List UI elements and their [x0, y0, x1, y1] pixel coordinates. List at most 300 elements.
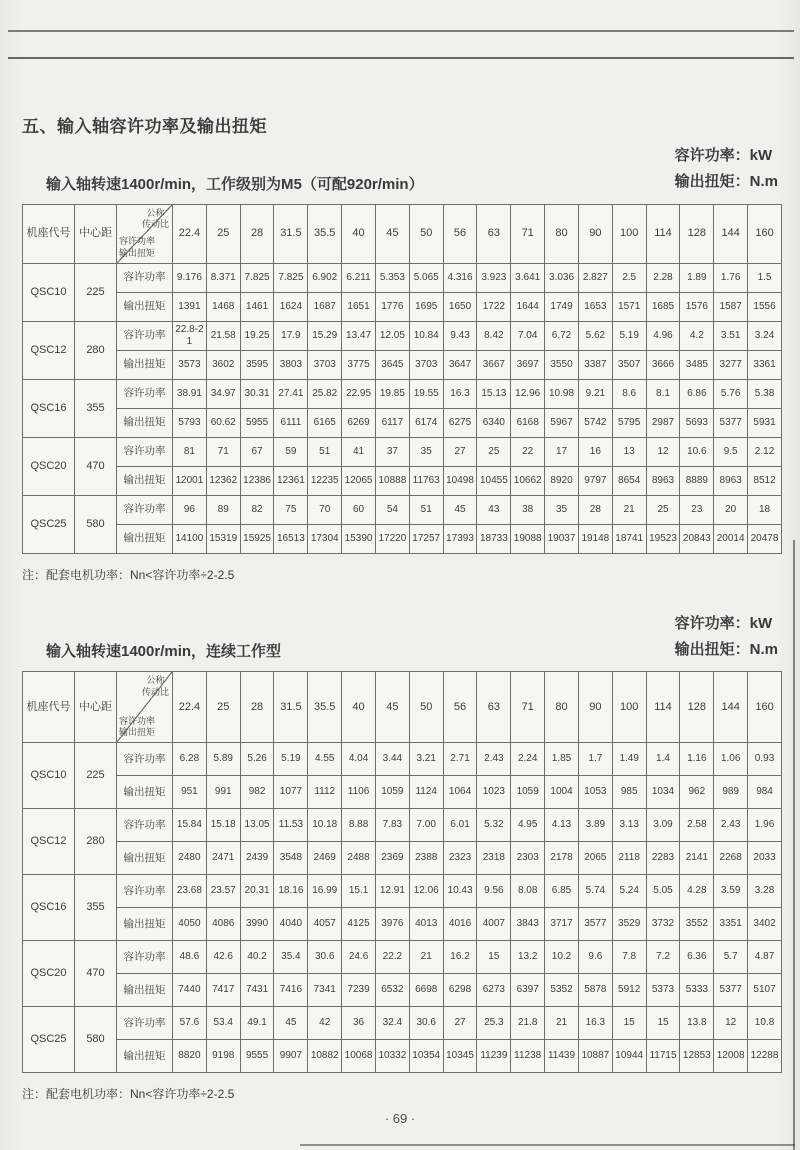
center-distance-cell: 470 [75, 437, 117, 495]
power-value-cell: 22.8-21 [173, 321, 207, 350]
top-rule-outer [8, 30, 794, 32]
frame-code-header: 机座代号 [23, 204, 75, 263]
power-value-cell: 3.21 [409, 743, 443, 776]
torque-value-cell: 1112 [308, 776, 342, 809]
torque-value-cell: 19148 [578, 524, 612, 553]
torque-value-cell: 2178 [545, 842, 579, 875]
center-distance-cell: 580 [75, 1007, 117, 1073]
power-value-cell: 10.18 [308, 809, 342, 842]
section1-units [675, 143, 782, 196]
power-value-cell: 20.31 [240, 875, 274, 908]
power-value-cell: 4.95 [511, 809, 545, 842]
torque-value-cell: 1749 [545, 292, 579, 321]
torque-row-label: 输出扭矩 [117, 842, 173, 875]
torque-value-cell: 982 [240, 776, 274, 809]
section2-units [675, 611, 782, 664]
section2-header [22, 611, 782, 664]
ratio-header-cell: 50 [409, 204, 443, 263]
power-value-cell: 27 [443, 1007, 477, 1040]
power-value-cell: 25 [477, 437, 511, 466]
power-value-cell: 2.43 [477, 743, 511, 776]
torque-value-cell: 5333 [680, 974, 714, 1007]
power-value-cell: 17.9 [274, 321, 308, 350]
power-value-cell: 1.76 [714, 263, 748, 292]
torque-value-cell: 7440 [173, 974, 207, 1007]
torque-value-cell: 4016 [443, 908, 477, 941]
power-value-cell: 8.42 [477, 321, 511, 350]
torque-value-cell: 2033 [748, 842, 782, 875]
torque-value-cell: 2268 [714, 842, 748, 875]
torque-value-cell: 10662 [511, 466, 545, 495]
torque-row [23, 408, 782, 437]
ratio-header-cell: 56 [443, 672, 477, 743]
power-value-cell: 21.58 [206, 321, 240, 350]
torque-value-cell: 984 [748, 776, 782, 809]
ratio-header-cell: 31.5 [274, 672, 308, 743]
power-value-cell: 75 [274, 495, 308, 524]
ratio-header-cell: 25 [206, 672, 240, 743]
torque-value-cell: 6698 [409, 974, 443, 1007]
power-value-cell: 5.74 [578, 875, 612, 908]
power-value-cell: 5.353 [375, 263, 409, 292]
torque-value-cell: 2471 [206, 842, 240, 875]
torque-value-cell: 5693 [680, 408, 714, 437]
power-value-cell: 5.7 [714, 941, 748, 974]
power-value-cell: 30.31 [240, 379, 274, 408]
power-row-label: 容许功率 [117, 437, 173, 466]
ratio-header-cell: 35.5 [308, 204, 342, 263]
torque-value-cell: 1124 [409, 776, 443, 809]
power-value-cell: 6.36 [680, 941, 714, 974]
torque-value-cell: 3602 [206, 350, 240, 379]
power-value-cell: 3.036 [545, 263, 579, 292]
torque-value-cell: 1587 [714, 292, 748, 321]
torque-value-cell: 1687 [308, 292, 342, 321]
torque-value-cell: 1722 [477, 292, 511, 321]
torque-value-cell: 7431 [240, 974, 274, 1007]
power-value-cell: 7.825 [274, 263, 308, 292]
torque-value-cell: 1651 [342, 292, 376, 321]
torque-value-cell: 1776 [375, 292, 409, 321]
torque-value-cell: 9907 [274, 1040, 308, 1073]
ratio-header-cell: 144 [714, 672, 748, 743]
torque-value-cell: 3529 [612, 908, 646, 941]
torque-value-cell: 19088 [511, 524, 545, 553]
ratio-header-cell: 31.5 [274, 204, 308, 263]
torque-value-cell: 20843 [680, 524, 714, 553]
power-value-cell: 20 [714, 495, 748, 524]
torque-row [23, 842, 782, 875]
torque-value-cell: 2469 [308, 842, 342, 875]
power-value-cell: 36 [342, 1007, 376, 1040]
power-value-cell: 16 [578, 437, 612, 466]
torque-value-cell: 8654 [612, 466, 646, 495]
page-title: 五、输入轴容许功率及输出扭矩 [22, 117, 267, 136]
torque-value-cell: 2369 [375, 842, 409, 875]
page-content [22, 112, 782, 1102]
torque-value-cell: 6275 [443, 408, 477, 437]
power-value-cell: 59 [274, 437, 308, 466]
torque-value-cell: 18741 [612, 524, 646, 553]
torque-value-cell: 1468 [206, 292, 240, 321]
power-value-cell: 5.38 [748, 379, 782, 408]
torque-value-cell: 1059 [511, 776, 545, 809]
power-value-cell: 43 [477, 495, 511, 524]
ratio-header-cell: 160 [748, 672, 782, 743]
torque-value-cell: 3990 [240, 908, 274, 941]
torque-value-cell: 1077 [274, 776, 308, 809]
power-value-cell: 15 [477, 941, 511, 974]
power-value-cell: 21 [409, 941, 443, 974]
power-value-cell: 22.95 [342, 379, 376, 408]
torque-value-cell: 3645 [375, 350, 409, 379]
power-value-cell: 6.72 [545, 321, 579, 350]
torque-row-label: 输出扭矩 [117, 524, 173, 553]
center-distance-cell: 355 [75, 379, 117, 437]
power-row-label: 容许功率 [117, 495, 173, 524]
torque-value-cell: 9797 [578, 466, 612, 495]
torque-value-cell: 7416 [274, 974, 308, 1007]
table-header-row [23, 204, 782, 263]
power-value-cell: 7.825 [240, 263, 274, 292]
diagonal-divider [117, 205, 172, 263]
ratio-header-cell: 90 [578, 204, 612, 263]
torque-value-cell: 20014 [714, 524, 748, 553]
torque-value-cell: 17393 [443, 524, 477, 553]
power-value-cell: 40.2 [240, 941, 274, 974]
torque-value-cell: 6111 [274, 408, 308, 437]
torque-value-cell: 7341 [308, 974, 342, 1007]
torque-value-cell: 15925 [240, 524, 274, 553]
power-value-cell: 3.09 [646, 809, 680, 842]
power-value-cell: 7.8 [612, 941, 646, 974]
ratio-header-cell: 56 [443, 204, 477, 263]
torque-value-cell: 3717 [545, 908, 579, 941]
torque-value-cell: 12853 [680, 1040, 714, 1073]
power-value-cell: 10.98 [545, 379, 579, 408]
model-cell: QSC16 [23, 875, 75, 941]
torque-value-cell: 2439 [240, 842, 274, 875]
torque-value-cell: 3803 [274, 350, 308, 379]
page-number: · 69 · [384, 1111, 416, 1126]
torque-value-cell: 2303 [511, 842, 545, 875]
power-value-cell: 3.59 [714, 875, 748, 908]
torque-row [23, 292, 782, 321]
torque-value-cell: 6397 [511, 974, 545, 1007]
torque-value-cell: 12361 [274, 466, 308, 495]
torque-value-cell: 6532 [375, 974, 409, 1007]
power-value-cell: 1.4 [646, 743, 680, 776]
power-value-cell: 2.12 [748, 437, 782, 466]
torque-value-cell: 3775 [342, 350, 376, 379]
power-row [23, 263, 782, 292]
diag-label-rows: 容许功率 输出扭矩 [119, 236, 156, 258]
power-value-cell: 12.05 [375, 321, 409, 350]
table1-container [22, 204, 782, 554]
power-value-cell: 16.3 [578, 1007, 612, 1040]
torque-value-cell: 3666 [646, 350, 680, 379]
power-value-cell: 28 [578, 495, 612, 524]
model-cell: QSC10 [23, 263, 75, 321]
power-row-label: 容许功率 [117, 1007, 173, 1040]
torque-value-cell: 17257 [409, 524, 443, 553]
torque-value-cell: 8963 [714, 466, 748, 495]
scan-edge-bottom [300, 1144, 795, 1146]
power-value-cell: 45 [274, 1007, 308, 1040]
torque-value-cell: 15319 [206, 524, 240, 553]
torque-value-cell: 5795 [612, 408, 646, 437]
ratio-header-cell: 114 [646, 672, 680, 743]
ratio-header-cell: 22.4 [173, 672, 207, 743]
power-unit-label: 容许功率：kW [674, 614, 773, 632]
torque-value-cell: 10354 [409, 1040, 443, 1073]
power-value-cell: 1.89 [680, 263, 714, 292]
power-value-cell: 70 [308, 495, 342, 524]
power-value-cell: 23.68 [173, 875, 207, 908]
power-value-cell: 67 [240, 437, 274, 466]
torque-value-cell: 3667 [477, 350, 511, 379]
power-value-cell: 4.13 [545, 809, 579, 842]
power-row [23, 379, 782, 408]
diag-label-ratio: 公称 传动比 [141, 207, 169, 230]
power-row-label: 容许功率 [117, 263, 173, 292]
power-value-cell: 13 [612, 437, 646, 466]
ratio-header-cell: 45 [375, 204, 409, 263]
torque-value-cell: 10455 [477, 466, 511, 495]
torque-value-cell: 3595 [240, 350, 274, 379]
torque-value-cell: 5352 [545, 974, 579, 1007]
power-value-cell: 13.05 [240, 809, 274, 842]
power-value-cell: 12.06 [409, 875, 443, 908]
torque-value-cell: 1556 [748, 292, 782, 321]
torque-value-cell: 2118 [612, 842, 646, 875]
torque-value-cell: 10887 [578, 1040, 612, 1073]
power-row-label: 容许功率 [117, 321, 173, 350]
power-value-cell: 5.62 [578, 321, 612, 350]
torque-value-cell: 5931 [748, 408, 782, 437]
torque-value-cell: 985 [612, 776, 646, 809]
power-value-cell: 4.96 [646, 321, 680, 350]
power-value-cell: 10.43 [443, 875, 477, 908]
power-value-cell: 7.00 [409, 809, 443, 842]
torque-value-cell: 10498 [443, 466, 477, 495]
torque-value-cell: 1034 [646, 776, 680, 809]
torque-value-cell: 1624 [274, 292, 308, 321]
torque-value-cell: 7417 [206, 974, 240, 1007]
model-cell: QSC25 [23, 495, 75, 553]
power-value-cell: 15.13 [477, 379, 511, 408]
torque-value-cell: 1653 [578, 292, 612, 321]
center-distance-cell: 280 [75, 321, 117, 379]
power-value-cell: 5.32 [477, 809, 511, 842]
ratio-header-cell: 80 [545, 672, 579, 743]
torque-value-cell: 989 [714, 776, 748, 809]
torque-row-label: 输出扭矩 [117, 776, 173, 809]
diagonal-header-cell [117, 672, 173, 743]
power-value-cell: 18.16 [274, 875, 308, 908]
power-value-cell: 17 [545, 437, 579, 466]
torque-value-cell: 1571 [612, 292, 646, 321]
torque-value-cell: 4057 [308, 908, 342, 941]
power-value-cell: 42 [308, 1007, 342, 1040]
ratio-header-cell: 128 [680, 204, 714, 263]
power-value-cell: 2.28 [646, 263, 680, 292]
torque-value-cell: 8820 [173, 1040, 207, 1073]
power-row [23, 809, 782, 842]
center-distance-cell: 470 [75, 941, 117, 1007]
ratio-header-cell: 28 [240, 204, 274, 263]
power-value-cell: 12 [646, 437, 680, 466]
power-row [23, 1007, 782, 1040]
ratio-header-cell: 128 [680, 672, 714, 743]
power-value-cell: 3.13 [612, 809, 646, 842]
power-value-cell: 7.2 [646, 941, 680, 974]
power-value-cell: 5.19 [274, 743, 308, 776]
center-distance-cell: 225 [75, 263, 117, 321]
power-value-cell: 4.28 [680, 875, 714, 908]
torque-value-cell: 4007 [477, 908, 511, 941]
torque-value-cell: 3361 [748, 350, 782, 379]
torque-value-cell: 6165 [308, 408, 342, 437]
ratio-header-cell: 50 [409, 672, 443, 743]
power-value-cell: 15.18 [206, 809, 240, 842]
torque-value-cell: 15390 [342, 524, 376, 553]
torque-value-cell: 3387 [578, 350, 612, 379]
torque-value-cell: 3976 [375, 908, 409, 941]
torque-value-cell: 3732 [646, 908, 680, 941]
power-value-cell: 3.24 [748, 321, 782, 350]
table-header-row [23, 672, 782, 743]
scan-edge-right [793, 540, 795, 1150]
power-value-cell: 51 [308, 437, 342, 466]
torque-value-cell: 14100 [173, 524, 207, 553]
torque-value-cell: 5373 [646, 974, 680, 1007]
power-value-cell: 8.6 [612, 379, 646, 408]
torque-value-cell: 17220 [375, 524, 409, 553]
torque-value-cell: 1461 [240, 292, 274, 321]
power-value-cell: 24.6 [342, 941, 376, 974]
power-value-cell: 1.96 [748, 809, 782, 842]
ratio-header-cell: 45 [375, 672, 409, 743]
power-value-cell: 6.86 [680, 379, 714, 408]
power-value-cell: 1.16 [680, 743, 714, 776]
power-value-cell: 12.96 [511, 379, 545, 408]
torque-row-label: 输出扭矩 [117, 350, 173, 379]
ratio-header-cell: 71 [511, 672, 545, 743]
power-value-cell: 19.25 [240, 321, 274, 350]
power-value-cell: 3.641 [511, 263, 545, 292]
section1-subtitle: 输入轴转速1400r/min，工作级别为M5（可配920r/min） [46, 175, 424, 193]
torque-value-cell: 3552 [680, 908, 714, 941]
torque-value-cell: 9198 [206, 1040, 240, 1073]
ratio-header-cell: 114 [646, 204, 680, 263]
torque-value-cell: 6298 [443, 974, 477, 1007]
power-value-cell: 13.47 [342, 321, 376, 350]
torque-row-label: 输出扭矩 [117, 292, 173, 321]
torque-value-cell: 2141 [680, 842, 714, 875]
power-value-cell: 6.211 [342, 263, 376, 292]
power-value-cell: 38 [511, 495, 545, 524]
torque-value-cell: 5955 [240, 408, 274, 437]
power-value-cell: 7.83 [375, 809, 409, 842]
power-value-cell: 9.43 [443, 321, 477, 350]
torque-value-cell: 3402 [748, 908, 782, 941]
power-value-cell: 22 [511, 437, 545, 466]
torque-value-cell: 12001 [173, 466, 207, 495]
power-value-cell: 89 [206, 495, 240, 524]
power-value-cell: 30.6 [409, 1007, 443, 1040]
torque-value-cell: 1004 [545, 776, 579, 809]
torque-row-label: 输出扭矩 [117, 908, 173, 941]
torque-row [23, 524, 782, 553]
torque-value-cell: 5742 [578, 408, 612, 437]
torque-value-cell: 8889 [680, 466, 714, 495]
ratio-header-cell: 28 [240, 672, 274, 743]
section2 [22, 611, 782, 1103]
ratio-header-cell: 160 [748, 204, 782, 263]
torque-value-cell: 4050 [173, 908, 207, 941]
torque-value-cell: 991 [206, 776, 240, 809]
torque-value-cell: 18733 [477, 524, 511, 553]
power-value-cell: 30.6 [308, 941, 342, 974]
torque-value-cell: 4040 [274, 908, 308, 941]
power-value-cell: 21.8 [511, 1007, 545, 1040]
torque-value-cell: 6117 [375, 408, 409, 437]
power-value-cell: 42.6 [206, 941, 240, 974]
torque-value-cell: 10068 [342, 1040, 376, 1073]
power-value-cell: 16.2 [443, 941, 477, 974]
center-distance-cell: 280 [75, 809, 117, 875]
power-value-cell: 37 [375, 437, 409, 466]
power-value-cell: 19.85 [375, 379, 409, 408]
torque-value-cell: 16513 [274, 524, 308, 553]
ratio-header-cell: 144 [714, 204, 748, 263]
power-value-cell: 1.85 [545, 743, 579, 776]
power-value-cell: 35 [409, 437, 443, 466]
section1-note: 注：配套电机功率：Nn<容许功率÷2-2.5 [22, 567, 235, 582]
power-value-cell: 18 [748, 495, 782, 524]
torque-value-cell: 962 [680, 776, 714, 809]
torque-value-cell: 5377 [714, 408, 748, 437]
power-value-cell: 11.53 [274, 809, 308, 842]
power-row [23, 941, 782, 974]
torque-value-cell: 11238 [511, 1040, 545, 1073]
power-row [23, 321, 782, 350]
torque-value-cell: 4013 [409, 908, 443, 941]
power-value-cell: 16.3 [443, 379, 477, 408]
model-cell: QSC10 [23, 743, 75, 809]
power-value-cell: 13.8 [680, 1007, 714, 1040]
power-value-cell: 5.89 [206, 743, 240, 776]
power-value-cell: 10.2 [545, 941, 579, 974]
power-value-cell: 35.4 [274, 941, 308, 974]
ratio-header-cell: 63 [477, 672, 511, 743]
power-value-cell: 16.99 [308, 875, 342, 908]
torque-value-cell: 11763 [409, 466, 443, 495]
power-value-cell: 2.43 [714, 809, 748, 842]
power-value-cell: 15.29 [308, 321, 342, 350]
torque-row-label: 输出扭矩 [117, 974, 173, 1007]
power-value-cell: 13.2 [511, 941, 545, 974]
torque-value-cell: 19523 [646, 524, 680, 553]
power-value-cell: 10.6 [680, 437, 714, 466]
torque-value-cell: 1053 [578, 776, 612, 809]
torque-unit-label: 输出扭矩：N.m [674, 173, 778, 191]
power-value-cell: 3.89 [578, 809, 612, 842]
torque-value-cell: 3577 [578, 908, 612, 941]
torque-value-cell: 5878 [578, 974, 612, 1007]
power-value-cell: 4.2 [680, 321, 714, 350]
